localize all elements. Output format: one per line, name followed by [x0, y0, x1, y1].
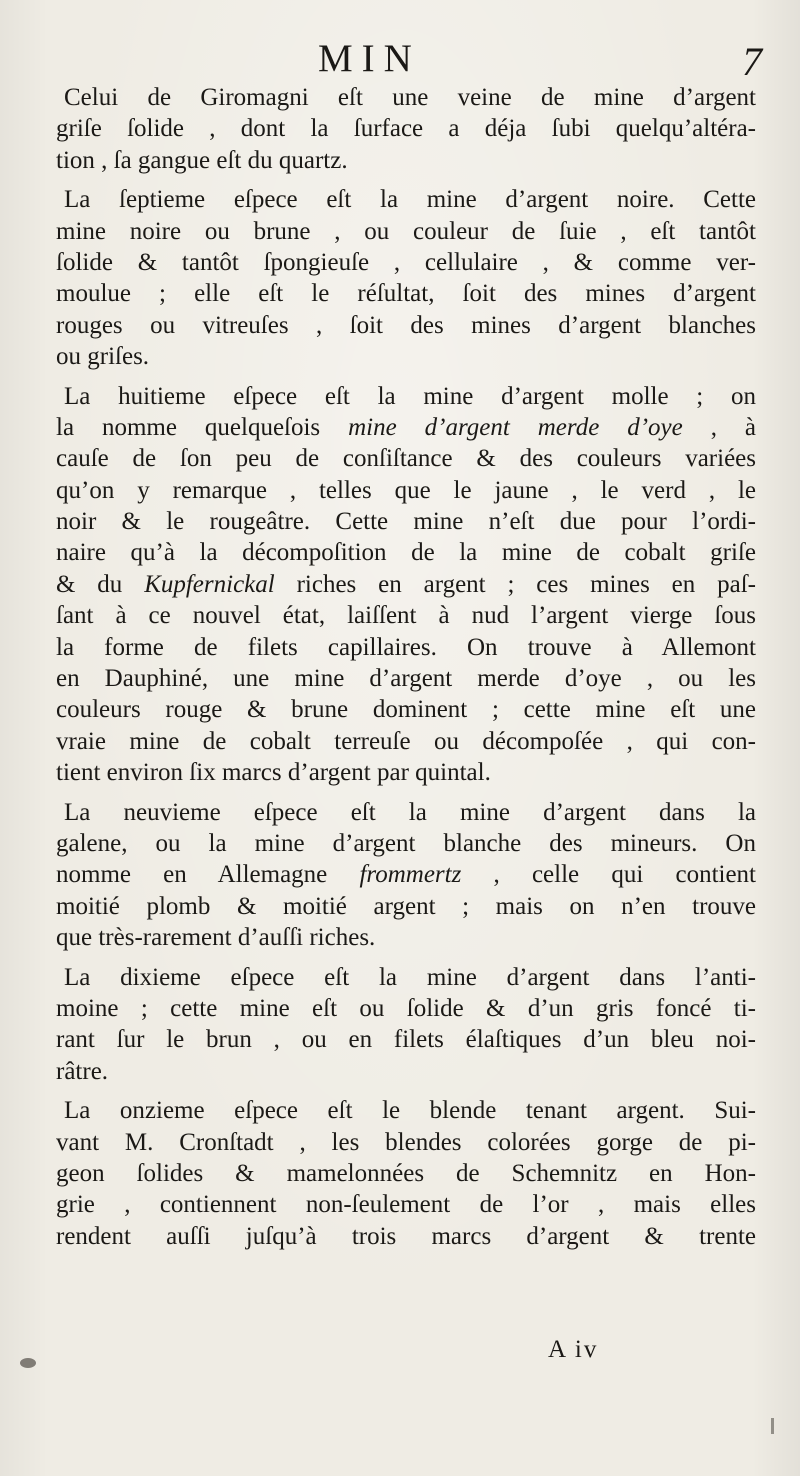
text-line: rouges ou vitreuſes , ſoit des mines d’argent blanches: [56, 311, 756, 339]
text-line: couleurs rouge & brune dominent ; cette mine eſt une: [56, 696, 756, 724]
text-line: La neuvieme eſpece eſt la mine d’argent dans la: [64, 798, 756, 826]
text-line: en Dauphiné, une mine d’argent merde d’oye , ou les: [56, 665, 756, 693]
text-line: tion , ſa gangue eſt du quartz.: [56, 146, 348, 174]
signature-mark: A iv: [548, 1336, 599, 1363]
paragraph: [56, 82, 756, 176]
ink-spot: [20, 1358, 36, 1368]
italic-term: frommertz: [359, 861, 462, 889]
text-line: vant M. Cronſtadt , les blendes colorées gorge de pi-: [56, 1128, 756, 1156]
paragraph: [56, 1095, 756, 1252]
italic-term: mine d’argent merde d’oye: [348, 413, 683, 441]
text-line: galene, ou la mine d’argent blanche des mineurs. On: [56, 829, 756, 857]
text-line: moulue ; elle eſt le réſultat, ſoit des mines d’argent: [56, 280, 756, 308]
text-line: La onzieme eſpece eſt le blende tenant argent. Sui-: [64, 1097, 756, 1125]
running-head: MIN: [318, 37, 421, 80]
text-line: noir & le rougeâtre. Cette mine n’eſt due pour l’ordi-: [56, 508, 756, 536]
text-line: La ſeptieme eſpece eſt la mine d’argent noire. Cette: [64, 186, 756, 214]
text-line: que très-rarement d’auſſi riches.: [56, 924, 376, 952]
paragraph: [56, 797, 756, 954]
text-line: La huitieme eſpece eſt la mine d’argent molle ; on: [64, 382, 756, 410]
text-line: tient environ ſix marcs d’argent par quintal.: [56, 759, 491, 787]
text-line: la forme de filets capillaires. On trouve à Allemont: [56, 633, 756, 661]
text-line: naire qu’à la décompoſition de la mine de cobalt griſe: [56, 539, 756, 567]
paragraph: [56, 381, 756, 789]
text-line: râtre.: [56, 1057, 109, 1085]
text-line: geon ſolides & mamelonnées de Schemnitz en Hon-: [56, 1159, 756, 1187]
edge-mark: [771, 1418, 774, 1434]
text-line: nomme en Allemagne frommertz , celle qui contient: [56, 861, 757, 889]
text-line: grie , contiennent non-ſeulement de l’or , mais elles: [56, 1191, 756, 1219]
italic-term: Kupfernickal: [144, 570, 275, 598]
page-number: 7: [742, 39, 762, 84]
text-line: vraie mine de cobalt terreuſe ou décompoſée , qui con-: [56, 727, 756, 755]
text-line: cauſe de ſon peu de conſiſtance & des couleurs variées: [56, 445, 756, 473]
text-line: Celui de Giromagni eſt une veine de mine d’argent: [64, 84, 756, 111]
text-line: moitié plomb & moitié argent ; mais on n’en trouve: [56, 892, 756, 920]
paragraph: [56, 184, 756, 372]
text-line: La dixieme eſpece eſt la mine d’argent dans l’anti-: [64, 963, 756, 991]
text-line: ou griſes.: [56, 343, 150, 371]
text-line: la nomme quelqueſois mine d’argent merde d’oye , à: [56, 413, 756, 441]
text-line: ſolide & tantôt ſpongieuſe , cellulaire , & comme ver-: [56, 248, 756, 276]
text-line: ſant à ce nouvel état, laiſſent à nud l’argent vierge ſous: [56, 602, 756, 630]
text-line: griſe ſolide , dont la ſurface a déja ſubi quelqu’altéra-: [56, 115, 756, 143]
page-header: [0, 36, 800, 86]
text-line: & du Kupfernickal riches en argent ; ces mines en paſ-: [56, 570, 756, 598]
text-line: rendent auſſi juſqu’à trois marcs d’argent & trente: [56, 1222, 756, 1250]
text-line: rant ſur le brun , ou en filets élaſtiques d’un bleu noi-: [56, 1026, 756, 1054]
text-line: moine ; cette mine eſt ou ſolide & d’un gris foncé ti-: [56, 994, 756, 1022]
text-line: mine noire ou brune , ou couleur de ſuie , eſt tantôt: [56, 217, 756, 245]
body-text: [56, 82, 756, 1260]
paragraph: [56, 962, 756, 1088]
text-line: qu’on y remarque , telles que le jaune , le verd , le: [56, 476, 756, 504]
